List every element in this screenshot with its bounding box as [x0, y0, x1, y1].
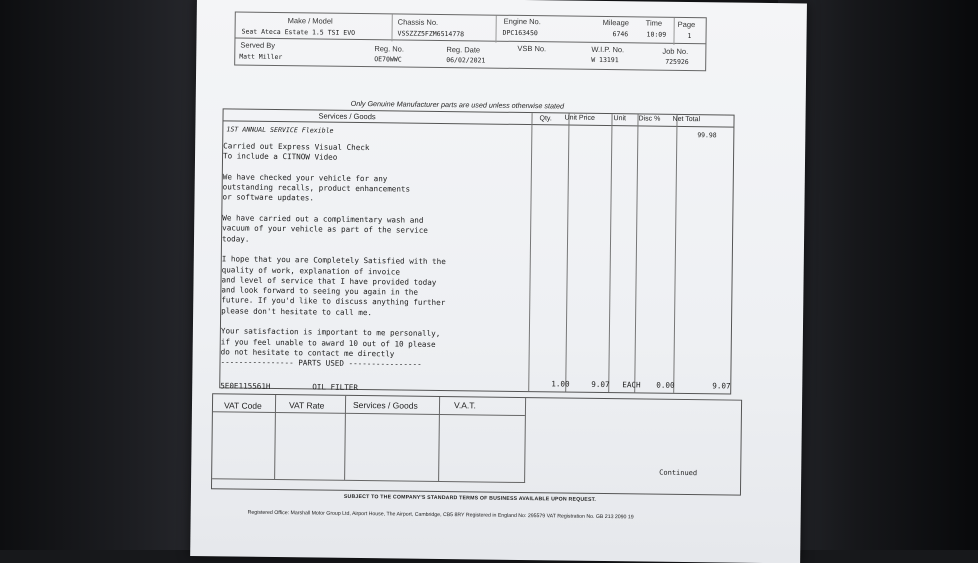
- col-unit: Unit: [613, 115, 627, 123]
- part-net: 9.07: [712, 381, 731, 391]
- served-by-value: Matt Miller: [239, 52, 283, 62]
- mileage-label: Mileage: [602, 17, 630, 28]
- genuine-parts-notice: Only Genuine Manufacturer parts are used unless otherwise stated: [350, 98, 565, 111]
- reg-no-value: OE70WWC: [374, 55, 402, 64]
- col-disc: Disc %: [638, 115, 661, 123]
- col-unit-price: Unit Price: [564, 114, 595, 122]
- wip-value: W 13191: [591, 55, 619, 65]
- col-qty: Qty.: [539, 115, 552, 123]
- col-services-goods: Services / Goods: [318, 111, 376, 122]
- terms-notice: SUBJECT TO THE COMPANY'S STANDARD TERMS OF BUSINESS AVAILABLE UPON REQUEST.: [343, 493, 597, 503]
- col-net-total: Net Total: [672, 115, 701, 124]
- continued-label: Continued: [659, 468, 698, 478]
- part-code: 5E0E115561H: [220, 381, 271, 391]
- car-seat-right: [778, 0, 978, 550]
- vat-col-code: VAT Code: [223, 400, 262, 411]
- part-qty: 1.00: [551, 379, 570, 389]
- vat-col-rate: VAT Rate: [288, 400, 325, 411]
- services-table: [219, 108, 734, 394]
- part-description: OIL FILTER: [312, 382, 359, 392]
- service-description: Carried out Express Visual Check To include a CITNOW Video We have checked your vehicle for any outstanding recalls, product enhancements or software updates. We have carried out a complimentary wash and vacuum of your vehicle as part of the service today. I hope that you are Completely Satisfied with the quality of work, explanation of invoice and level of service that I have provided today and look forward to seeing you again in the future. If you'd like to discuss anything further please don't hesitate to call me. Your satisfaction is important to me personally, if you feel unable to award 10 out of 10 please do not hesitate to contact me directly ---------------- PARTS USED ----------------: [220, 141, 446, 370]
- engine-label: Engine No.: [503, 16, 541, 27]
- mileage-value: 6746: [612, 30, 629, 39]
- part-unit-price: 9.07: [591, 379, 610, 390]
- time-label: Time: [645, 18, 663, 28]
- page-value: 1: [687, 31, 692, 41]
- engine-value: DPC163450: [502, 28, 538, 38]
- vat-col-vat: V.A.T.: [453, 400, 476, 411]
- reg-date-label: Reg. Date: [446, 45, 481, 55]
- part-disc: 0.00: [656, 380, 675, 390]
- service-total: 99.98: [697, 131, 717, 140]
- vsb-label: VSB No.: [517, 43, 547, 54]
- chassis-value: VSSZZZ5FZM6514778: [397, 29, 465, 39]
- page-label: Page: [677, 19, 696, 30]
- reg-date-value: 06/02/2021: [446, 56, 486, 65]
- wip-label: W.I.P. No.: [591, 44, 625, 55]
- vat-col-services-goods: Services / Goods: [352, 399, 418, 411]
- time-value: 10:09: [646, 30, 667, 39]
- registered-office: Registered Office: Marshall Motor Group Ltd, Airport House, The Airport, Cambridge, CB5 8RY Registered in England No: 295579 VAT Registration No. GB 213 2090 19: [247, 509, 634, 521]
- invoice-document: [190, 0, 807, 563]
- chassis-label: Chassis No.: [397, 17, 439, 27]
- make-model-value: Seat Ateca Estate 1.5 TSI EVO: [241, 27, 356, 37]
- vat-table: [211, 393, 742, 495]
- job-value: 725926: [665, 57, 689, 67]
- part-unit: EACH: [622, 380, 641, 390]
- reg-no-label: Reg. No.: [374, 44, 405, 54]
- service-title: 1ST ANNUAL SERVICE Flexible: [226, 125, 334, 135]
- job-label: Job No.: [662, 46, 689, 57]
- make-model-label: Make / Model: [287, 16, 333, 26]
- served-by-label: Served By: [240, 40, 276, 50]
